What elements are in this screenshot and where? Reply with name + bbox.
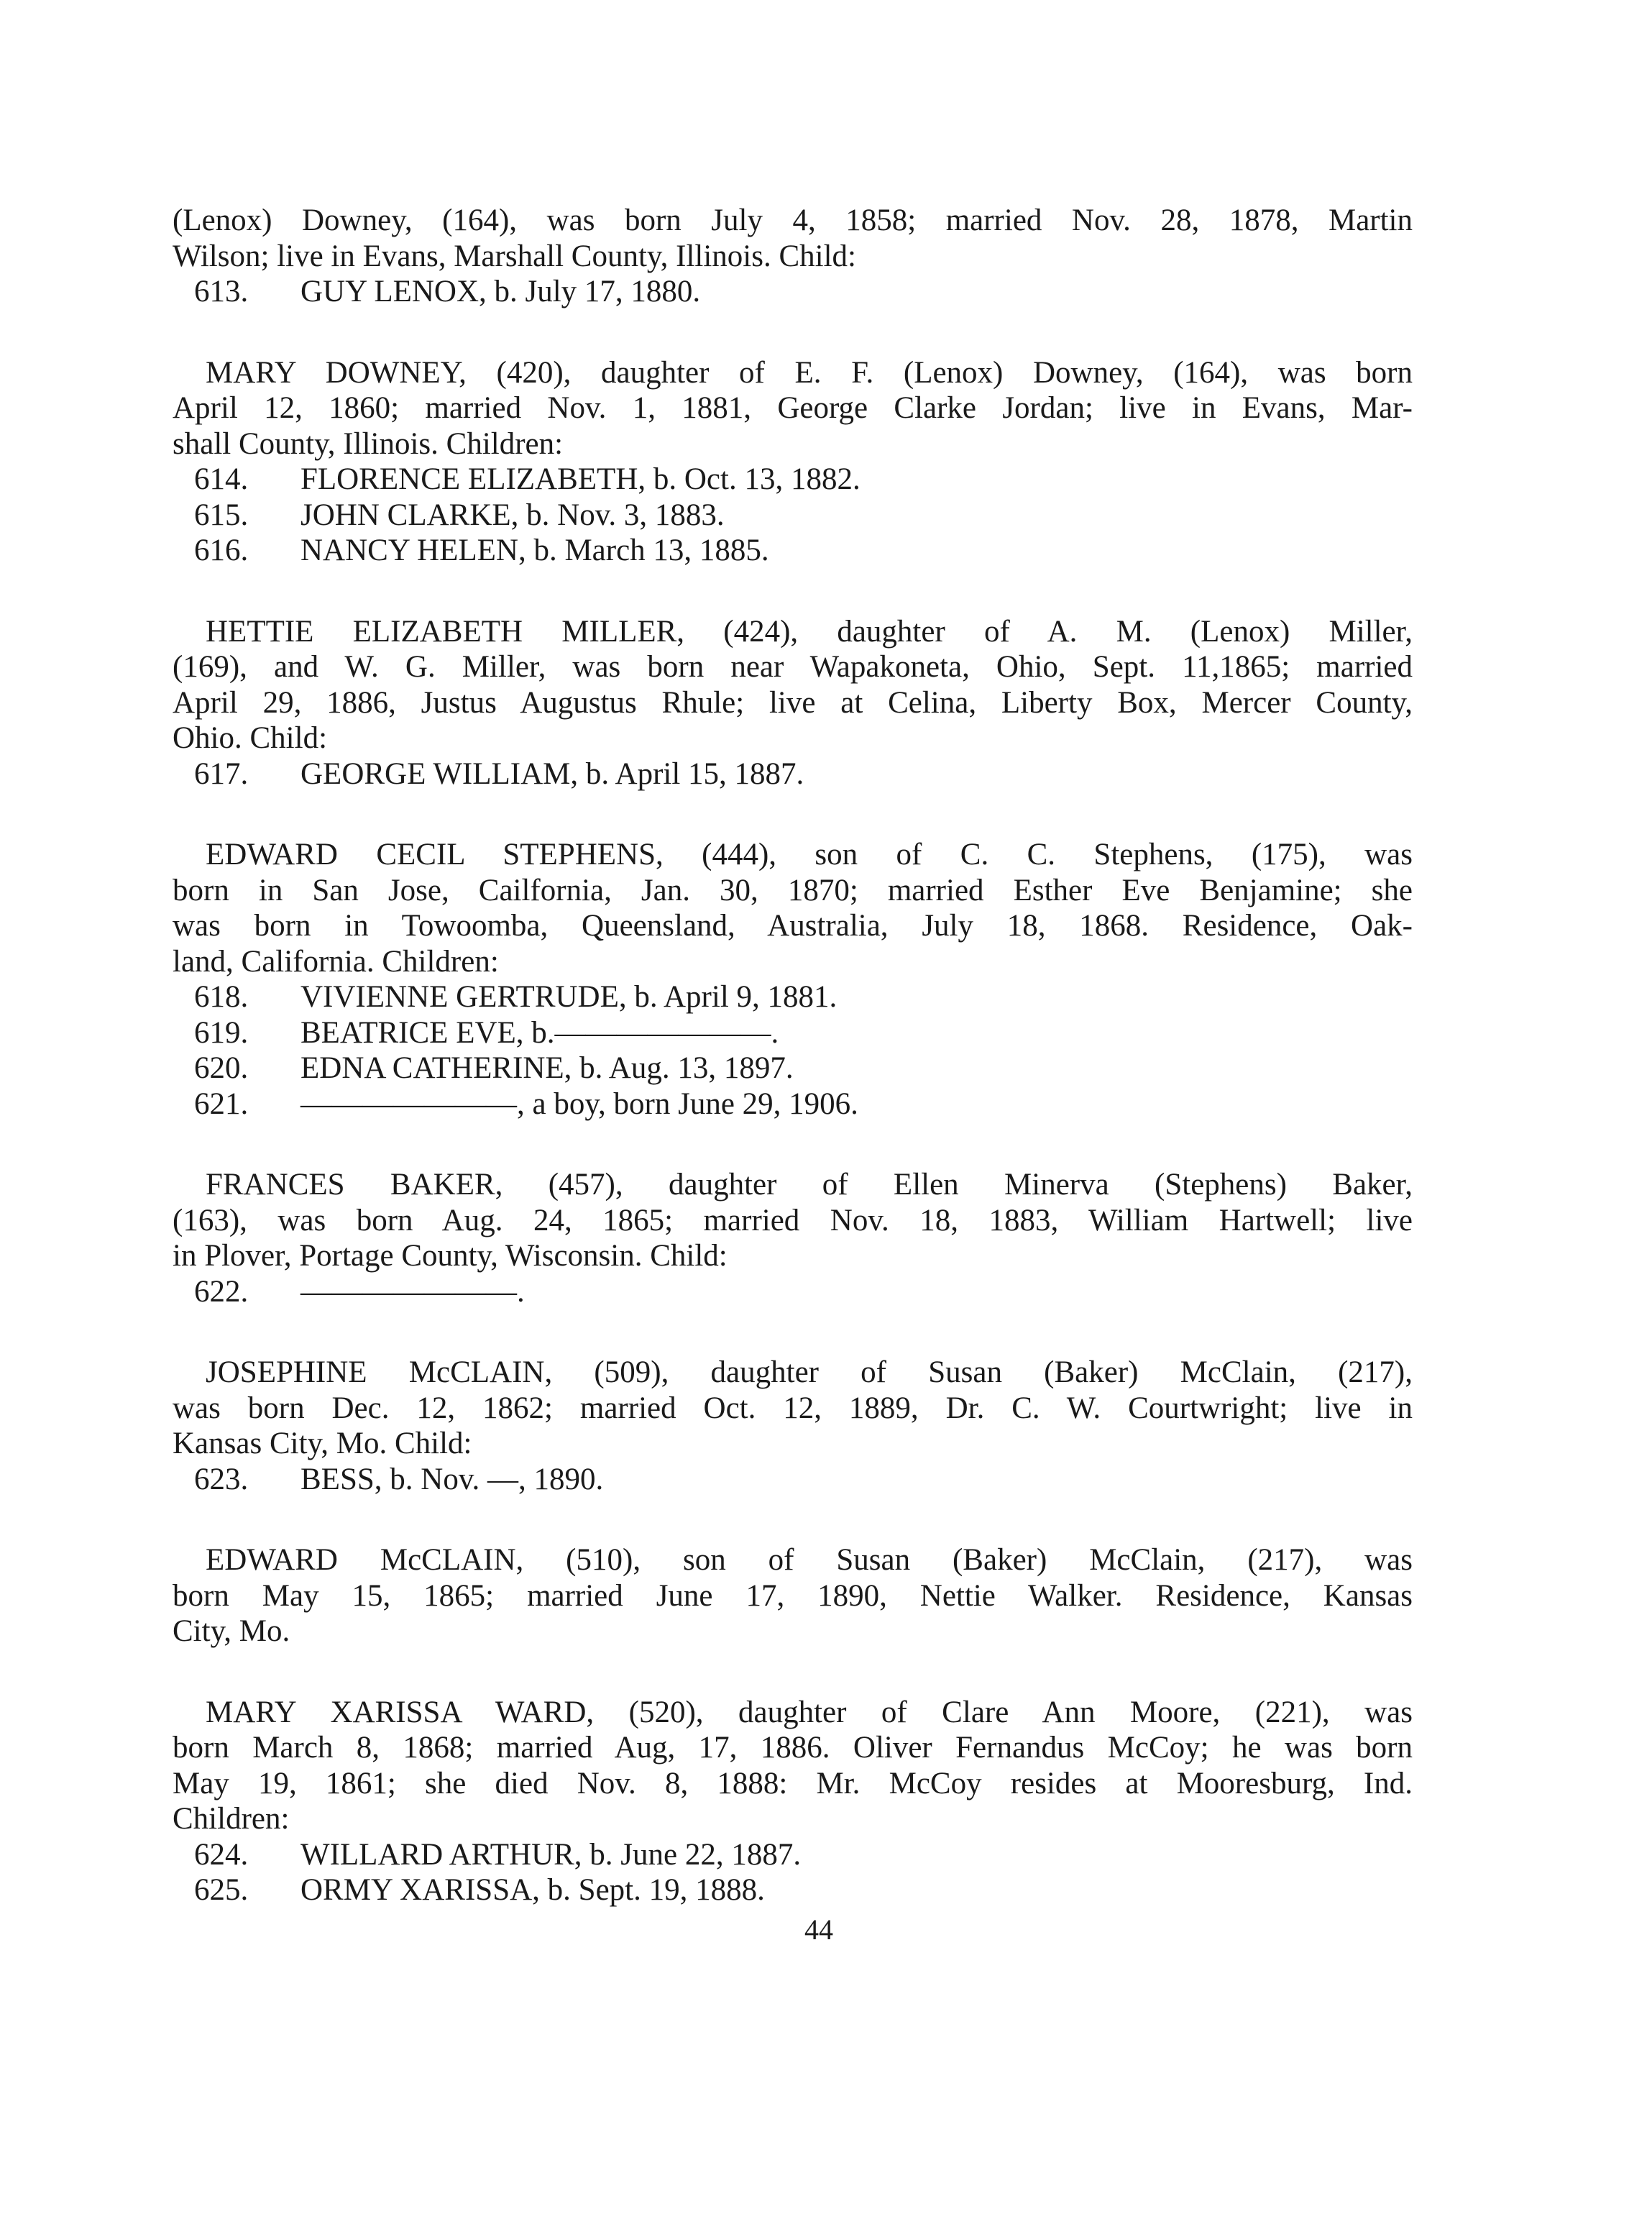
child-entry — [173, 1015, 1413, 1051]
entry-text-line: Children: — [173, 1802, 290, 1836]
child-number: 624. — [194, 1837, 249, 1872]
entry-text-line: born May 15, 1865; married June 17, 1890, Nettie Walker. Residence, Kansas — [173, 1578, 1413, 1613]
child-entry — [173, 498, 1413, 534]
child-number: 617. — [194, 756, 249, 791]
genealogy-entry — [173, 1695, 1413, 1908]
genealogy-entry — [173, 355, 1413, 569]
entry-text-line: (169), and W. G. Miller, was born near Wapakoneta, Ohio, Sept. 11,1865; married — [173, 650, 1413, 684]
entry-text-line: HETTIE ELIZABETH MILLER, (424), daughter of A. M. (Lenox) Miller, — [206, 614, 1413, 649]
child-entry — [173, 756, 1413, 792]
entry-text-line: shall County, Illinois. Children: — [173, 426, 564, 461]
entry-text-line: EDWARD McCLAIN, (510), son of Susan (Baker) McClain, (217), was — [206, 1543, 1413, 1577]
child-number: 613. — [194, 275, 249, 308]
entry-text-line: (163), was born Aug. 24, 1865; married Nov. 18, 1883, William Hartwell; live — [173, 1203, 1413, 1237]
entry-text-line: born in San Jose, Cailfornia, Jan. 30, 1870; married Esther Eve Benjamine; she — [173, 873, 1413, 907]
child-name: ORMY XARISSA, b. Sept. 19, 1888. — [300, 1873, 765, 1907]
child-number: 619. — [194, 1015, 249, 1050]
genealogy-entry — [173, 1355, 1413, 1497]
entry-text-line: April 29, 1886, Justus Augustus Rhule; live at Celina, Liberty Box, Mercer County, — [173, 685, 1413, 720]
child-entry — [173, 274, 1413, 310]
entry-text-line: MARY XARISSA WARD, (520), daughter of Clare Ann Moore, (221), was — [206, 1695, 1413, 1729]
child-name: FLORENCE ELIZABETH, b. Oct. 13, 1882. — [300, 462, 861, 496]
genealogy-entry — [173, 1167, 1413, 1309]
entry-text-line: Wilson; live in Evans, Marshall County, Illinois. Child: — [173, 239, 856, 273]
child-number: 616. — [194, 534, 249, 567]
child-name: BEATRICE EVE, b.———————. — [300, 1015, 779, 1050]
child-name: GUY LENOX, b. July 17, 1880. — [300, 275, 701, 308]
entry-text-line: FRANCES BAKER, (457), daughter of Ellen Minerva (Stephens) Baker, — [206, 1168, 1413, 1202]
entry-text-line: (Lenox) Downey, (164), was born July 4, 1858; married Nov. 28, 1878, Martin — [173, 203, 1413, 237]
genealogy-entry — [173, 837, 1413, 1122]
entry-text-line: land, California. Children: — [173, 944, 499, 979]
child-number: 622. — [194, 1274, 249, 1309]
child-entry — [173, 1086, 1413, 1122]
child-entry — [173, 1462, 1413, 1498]
entry-text-line: was born Dec. 12, 1862; married Oct. 12, 1889, Dr. C. W. Courtwright; live in — [173, 1391, 1413, 1425]
child-number: 615. — [194, 498, 249, 532]
child-number: 625. — [194, 1873, 249, 1907]
child-entry — [173, 462, 1413, 498]
child-name: JOHN CLARKE, b. Nov. 3, 1883. — [300, 498, 725, 532]
document-body — [173, 203, 1413, 1908]
child-number: 620. — [194, 1051, 249, 1085]
child-entry — [173, 1837, 1413, 1873]
entry-text-line: JOSEPHINE McCLAIN, (509), daughter of Susan (Baker) McClain, (217), — [206, 1355, 1413, 1389]
child-name: VIVIENNE GERTRUDE, b. April 9, 1881. — [300, 980, 838, 1014]
entry-text-line: Kansas City, Mo. Child: — [173, 1427, 472, 1460]
child-number: 623. — [194, 1462, 249, 1496]
child-number: 614. — [194, 462, 249, 496]
child-number: 618. — [194, 980, 249, 1014]
genealogy-entry — [173, 203, 1413, 310]
child-name: WILLARD ARTHUR, b. June 22, 1887. — [300, 1837, 802, 1872]
child-name: NANCY HELEN, b. March 13, 1885. — [300, 534, 769, 567]
child-number: 621. — [194, 1086, 249, 1121]
child-name: ———————, a boy, born June 29, 1906. — [300, 1086, 858, 1121]
entry-text-line: in Plover, Portage County, Wisconsin. Child: — [173, 1239, 728, 1273]
child-entry — [173, 533, 1413, 569]
entry-text-line: MARY DOWNEY, (420), daughter of E. F. (Lenox) Downey, (164), was born — [206, 355, 1413, 390]
child-entry — [173, 1274, 1413, 1310]
page-number: 44 — [804, 1913, 833, 1946]
entry-text-line: April 12, 1860; married Nov. 1, 1881, George Clarke Jordan; live in Evans, Mar- — [173, 391, 1413, 425]
entry-text-line: Ohio. Child: — [173, 721, 328, 755]
child-entry — [173, 1051, 1413, 1086]
child-entry — [173, 1872, 1413, 1908]
child-name: ———————. — [300, 1274, 525, 1309]
genealogy-entry — [173, 1542, 1413, 1649]
child-name: GEORGE WILLIAM, b. April 15, 1887. — [300, 756, 804, 791]
entry-text-line: was born in Towoomba, Queensland, Australia, July 18, 1868. Residence, Oak- — [173, 909, 1413, 943]
entry-text-line: City, Mo. — [173, 1614, 290, 1648]
child-entry — [173, 979, 1413, 1015]
child-name: BESS, b. Nov. —, 1890. — [300, 1462, 604, 1496]
entry-text-line: May 19, 1861; she died Nov. 8, 1888: Mr. McCoy resides at Mooresburg, Ind. — [173, 1766, 1413, 1800]
genealogy-entry — [173, 614, 1413, 792]
entry-text-line: born March 8, 1868; married Aug, 17, 1886. Oliver Fernandus McCoy; he was born — [173, 1731, 1413, 1765]
entry-text-line: EDWARD CECIL STEPHENS, (444), son of C. C. Stephens, (175), was — [206, 838, 1413, 871]
child-name: EDNA CATHERINE, b. Aug. 13, 1897. — [300, 1051, 794, 1085]
